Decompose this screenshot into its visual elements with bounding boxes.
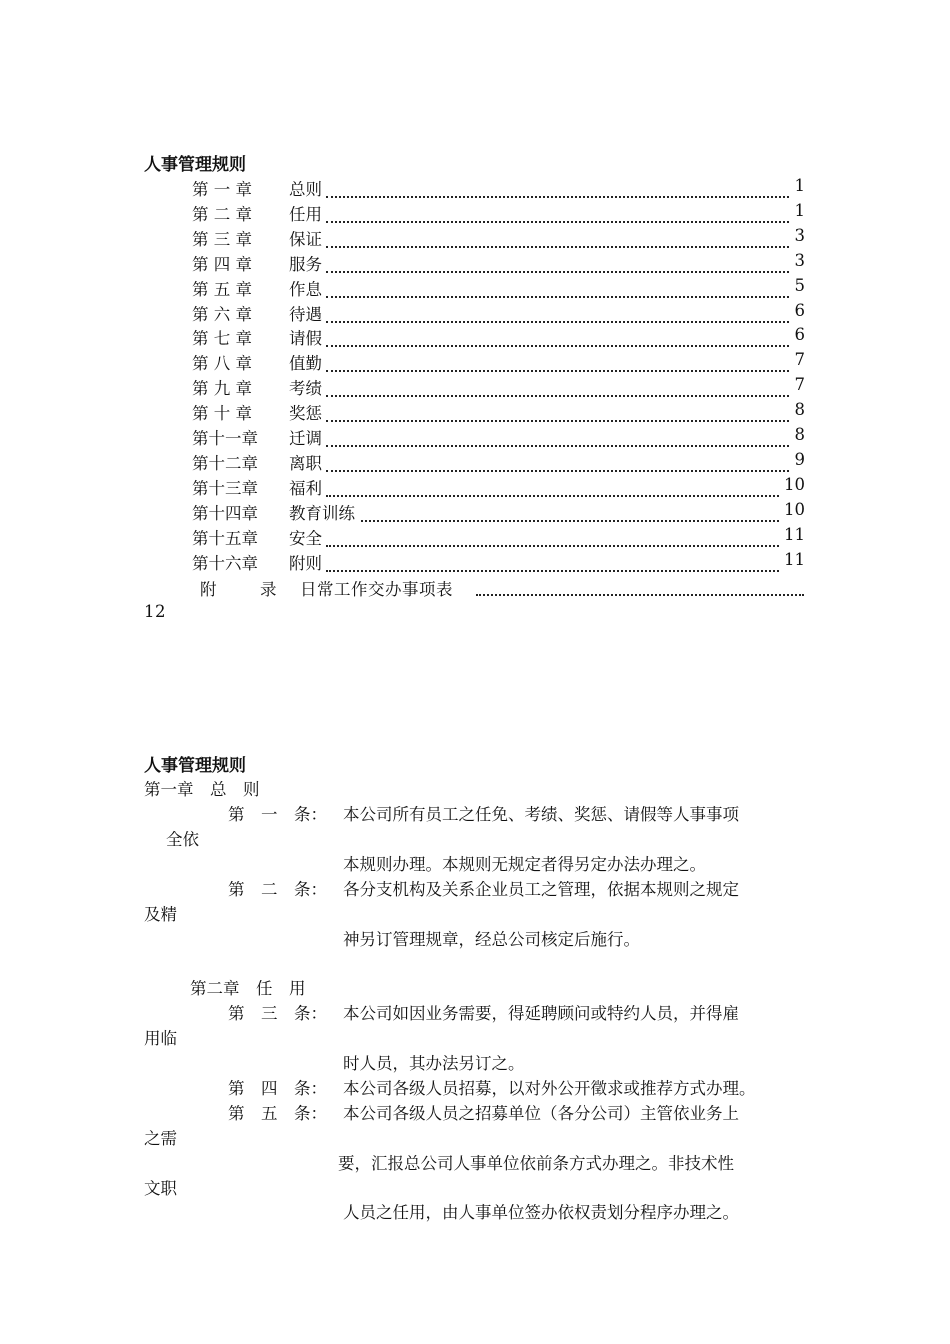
toc-chapter-number: 第 六 章 (192, 304, 252, 324)
toc-chapter-name: 考绩 (289, 379, 322, 399)
toc-leader-dots (326, 450, 789, 472)
article-5-line-2: 要，汇报总公司人事单位依前条方式办理之。非技术性 (338, 1154, 734, 1173)
toc-page-number: 8 (794, 425, 805, 444)
toc-page-number: 8 (794, 400, 805, 420)
article-1-label: 第 一 条： (228, 805, 327, 824)
toc-entry (0, 301, 950, 325)
toc-entry (0, 500, 950, 524)
toc-entry (0, 251, 950, 275)
toc-chapter-name: 值勤 (289, 354, 322, 374)
toc-entry (0, 276, 950, 300)
toc-chapter-number: 第十三章 (192, 478, 258, 498)
toc-leader-dots (326, 201, 789, 223)
article-5-line-1-wrap: 之需 (144, 1129, 177, 1148)
toc-leader-dots (326, 400, 789, 422)
toc-chapter-name: 教育训练 (289, 503, 355, 523)
chapter-1-heading: 第一章 总 则 (144, 780, 260, 799)
toc-appendix-name: 日常工作交办事项表 (300, 580, 453, 599)
toc-chapter-number: 第 八 章 (192, 354, 252, 374)
toc-leader-dots (326, 226, 789, 248)
toc-appendix-label2: 录 (260, 580, 277, 599)
toc-leader-dots (326, 425, 789, 447)
toc-page-number: 6 (794, 300, 805, 320)
toc-page-number: 1 (794, 176, 805, 195)
toc-page-number: 1 (794, 200, 805, 220)
toc-entry (0, 375, 950, 399)
toc-chapter-name: 总则 (289, 180, 322, 199)
toc-entry (0, 550, 950, 574)
toc-page-number: 10 (784, 474, 805, 494)
toc-chapter-number: 第十一章 (192, 429, 258, 448)
toc-leader-dots (326, 251, 789, 273)
toc-entry (0, 400, 950, 424)
toc-chapter-name: 福利 (289, 478, 322, 498)
toc-chapter-number: 第 四 章 (192, 254, 252, 274)
toc-chapter-name: 奖惩 (289, 404, 322, 424)
toc-title: 人事管理规则 (144, 155, 246, 175)
article-3-line-2: 时人员，其办法另订之。 (343, 1054, 525, 1073)
article-2-label: 第 二 条： (228, 880, 327, 899)
toc-page-number: 11 (784, 524, 805, 544)
toc-leader-dots (326, 176, 789, 198)
article-2-line-1: 各分支机构及关系企业员工之管理，依据本规则之规定 (343, 880, 739, 899)
article-3-line-1: 本公司如因业务需要，得延聘顾问或特约人员，并得雇 (343, 1004, 739, 1023)
toc-chapter-number: 第 十 章 (192, 404, 252, 424)
toc-entry (0, 201, 950, 225)
article-1-line-2: 本规则办理。本规则无规定者得另定办法办理之。 (343, 855, 706, 874)
toc-page-number: 11 (784, 549, 805, 569)
toc-entry (0, 350, 950, 374)
article-1-line-1-wrap: 全依 (166, 830, 199, 849)
toc-chapter-name: 请假 (289, 329, 322, 349)
article-5-line-1: 本公司各级人员之招募单位（各分公司）主管依业务上 (343, 1104, 739, 1123)
toc-leader-dots (326, 375, 789, 397)
toc-leader-dots (326, 301, 789, 323)
article-3-label: 第 三 条： (228, 1004, 327, 1023)
toc-chapter-name: 待遇 (289, 304, 322, 324)
toc-appendix-leader (476, 576, 804, 596)
article-3-line-1-wrap: 用临 (144, 1029, 177, 1048)
toc-chapter-name: 服务 (289, 254, 322, 274)
toc-entry (0, 325, 950, 349)
toc-chapter-number: 第 五 章 (192, 279, 252, 299)
article-1-line-1: 本公司所有员工之任免、考绩、奖惩、请假等人事事项 (343, 805, 739, 824)
toc-entry (0, 525, 950, 549)
article-5-label: 第 五 条： (228, 1104, 327, 1123)
toc-leader-dots (361, 500, 779, 522)
toc-chapter-name: 作息 (289, 279, 322, 299)
toc-entry (0, 425, 950, 449)
toc-chapter-number: 第 二 章 (192, 204, 252, 224)
toc-page-number: 9 (794, 449, 805, 469)
toc-page-number: 7 (794, 350, 805, 370)
toc-page-number: 6 (794, 325, 805, 345)
toc-page-number: 10 (784, 499, 805, 519)
toc-entry (0, 176, 950, 200)
toc-appendix-label1: 附 (200, 580, 217, 599)
toc-entry (0, 475, 950, 499)
toc-chapter-number: 第 三 章 (192, 229, 252, 249)
toc-page-number: 7 (794, 375, 805, 395)
toc-chapter-name: 安全 (289, 528, 322, 548)
article-2-line-1-wrap: 及精 (144, 905, 177, 924)
toc-chapter-number: 第 九 章 (192, 379, 252, 399)
toc-leader-dots (326, 550, 779, 572)
toc-page-number: 5 (794, 275, 805, 295)
body-title: 人事管理规则 (144, 756, 246, 776)
toc-chapter-name: 任用 (289, 204, 322, 224)
chapter-2-heading: 第二章 任 用 (190, 979, 306, 998)
toc-leader-dots (326, 350, 789, 372)
toc-page-number: 3 (794, 225, 805, 245)
article-5-line-3: 人员之任用，由人事单位签办依权责划分程序办理之。 (343, 1203, 739, 1222)
toc-leader-dots (326, 475, 779, 497)
toc-leader-dots (326, 276, 789, 298)
toc-chapter-number: 第十六章 (192, 553, 258, 573)
toc-entry (0, 226, 950, 250)
toc-chapter-number: 第十五章 (192, 528, 258, 548)
toc-chapter-name: 迁调 (289, 429, 322, 448)
article-4-line-1: 本公司各级人员招募，以对外公开徵求或推荐方式办理。 (343, 1079, 756, 1098)
toc-chapter-number: 第 七 章 (192, 329, 252, 349)
article-2-line-2: 神另订管理规章，经总公司核定后施行。 (343, 930, 640, 949)
toc-chapter-name: 离职 (289, 453, 322, 473)
toc-chapter-name: 保证 (289, 229, 322, 249)
toc-chapter-name: 附则 (289, 553, 322, 573)
toc-chapter-number: 第 一 章 (192, 180, 252, 199)
toc-entry (0, 450, 950, 474)
article-5-line-2-wrap: 文职 (144, 1179, 177, 1198)
toc-appendix-page: 12 (144, 602, 166, 621)
toc-leader-dots (326, 525, 779, 547)
article-4-label: 第 四 条： (228, 1079, 327, 1098)
toc-chapter-number: 第十二章 (192, 453, 258, 473)
toc-chapter-number: 第十四章 (192, 503, 258, 523)
toc-page-number: 3 (794, 250, 805, 270)
toc-leader-dots (326, 325, 789, 347)
